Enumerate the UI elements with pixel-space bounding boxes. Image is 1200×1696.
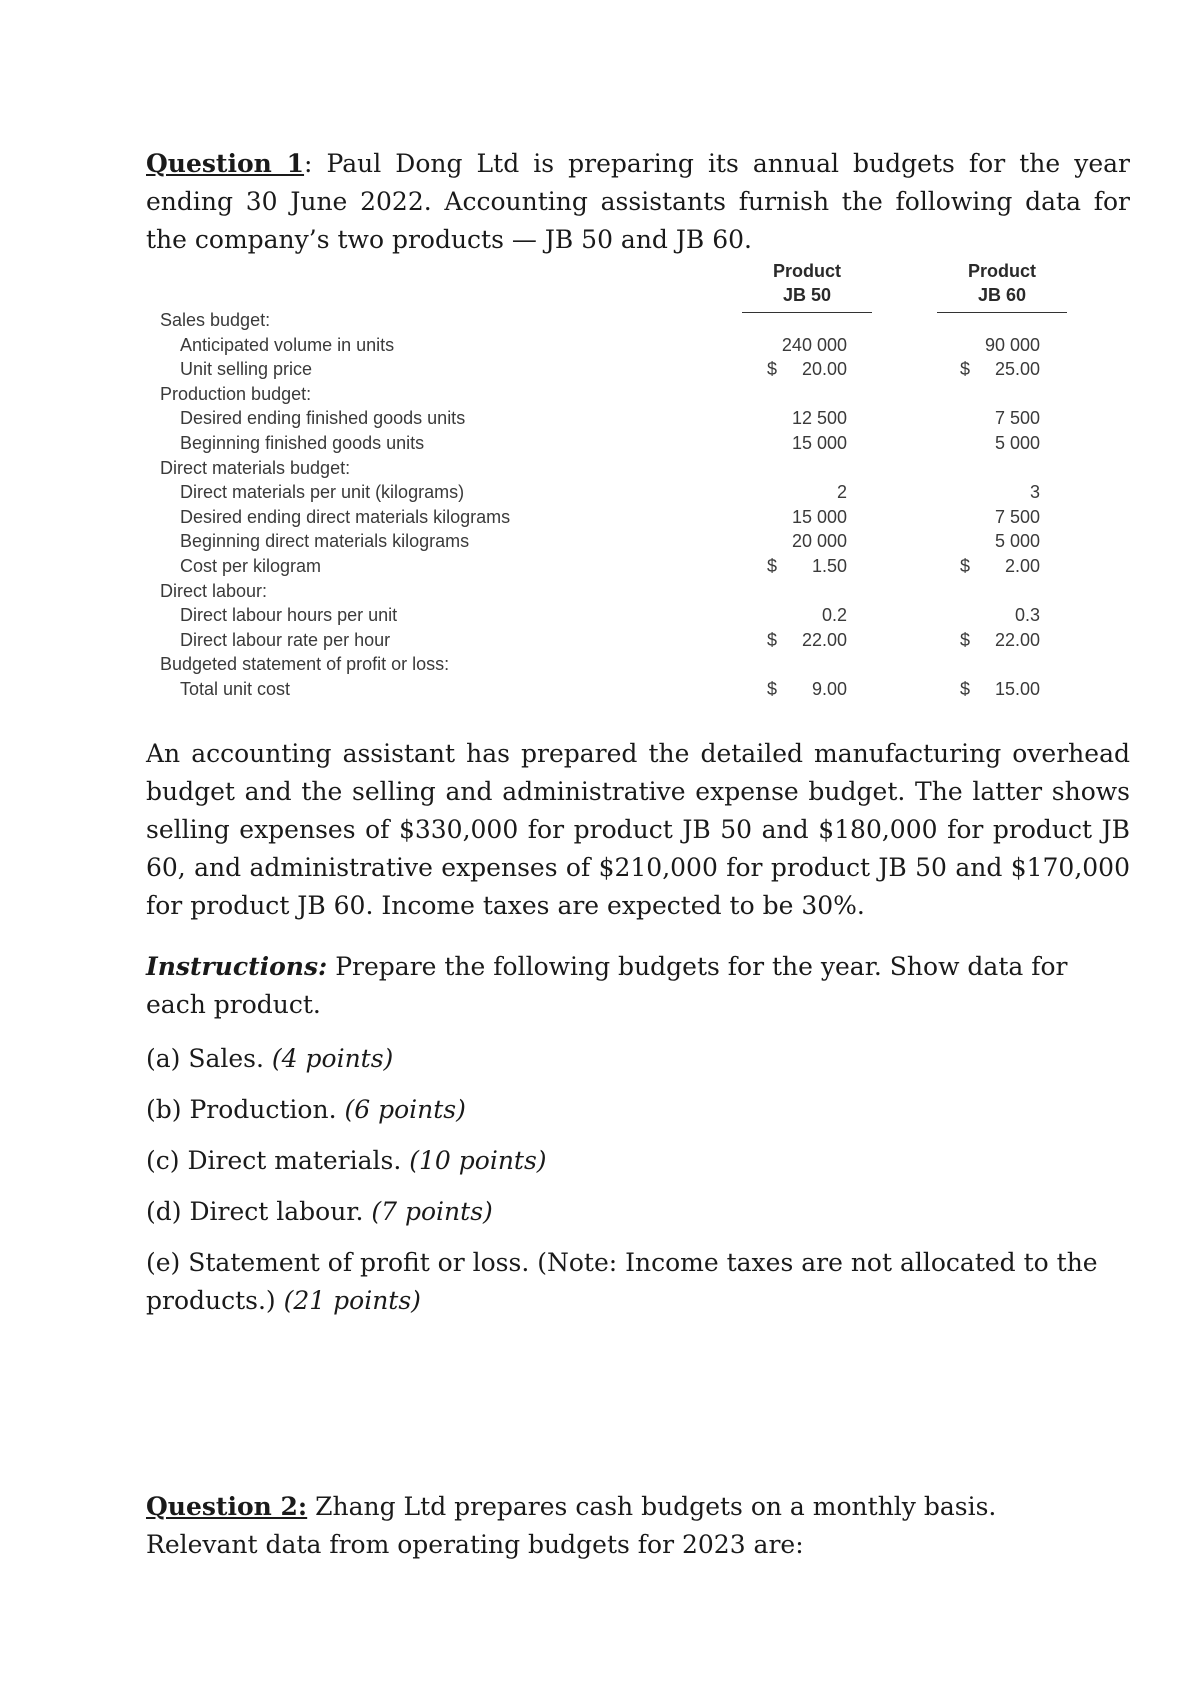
cell-value: 22.00 [994, 629, 1040, 650]
question-1-intro-text: : Paul Dong Ltd is preparing its annual budgets for the year ending 30 June 2022. Accounting assistants furnish the following data for the company’s two products — JB 50 and JB 60. [146, 149, 1130, 254]
row-label: Direct materials per unit (kilograms) [180, 482, 465, 503]
table-row [160, 630, 1060, 654]
currency-symbol: $ [767, 629, 778, 650]
row-label: Direct labour rate per hour [180, 629, 391, 650]
column-header-jb50-line1: Product [772, 261, 841, 281]
row-label: Anticipated volume in units [180, 334, 395, 355]
section-heading: Sales budget: [160, 310, 271, 330]
question-2 [146, 1488, 1076, 1564]
item-c-points: (10 points) [409, 1146, 547, 1175]
cell-value: 25.00 [994, 359, 1040, 380]
item-d [146, 1193, 493, 1231]
row-label: Desired ending finished goods units [180, 408, 466, 429]
currency-symbol: $ [960, 679, 971, 699]
item-a-points: (4 points) [271, 1044, 394, 1073]
instructions-label: Instructions: [146, 952, 328, 981]
cell-value: 7 500 [994, 506, 1040, 527]
table-row [160, 384, 1060, 408]
currency-symbol: $ [767, 359, 778, 380]
table-row [160, 679, 1060, 703]
currency-symbol: $ [960, 629, 971, 650]
table-row [160, 531, 1060, 555]
question-1-body: An accounting assistant has prepared the detailed manufacturing overhead budget and the selling and administrative expense budget. The latter shows selling expenses of $330,000 for product JB 50 and $180,000 for product JB 60, and administrative expenses of $210,000 for product JB 50 and $170,000 for product JB 60. Income taxes are expected to be 30%. [146, 739, 1130, 920]
table-row [160, 556, 1060, 580]
cell-value: 7 500 [994, 408, 1040, 429]
item-b [146, 1091, 466, 1129]
table-row [160, 335, 1060, 359]
section-heading: Direct labour: [160, 580, 268, 601]
currency-symbol: $ [960, 556, 971, 576]
column-header-jb50 [742, 259, 872, 313]
currency-symbol: $ [960, 359, 971, 380]
cell-value: 2 [836, 482, 847, 503]
question-1-label: Question 1 [146, 149, 305, 178]
budget-data-table [160, 262, 1060, 722]
table-row [160, 408, 1060, 432]
section-heading: Budgeted statement of profit or loss: [160, 654, 450, 675]
item-b-text: (b) Production. [146, 1095, 345, 1124]
currency-symbol: $ [767, 679, 778, 699]
table-row [160, 654, 1060, 678]
instructions-text: Prepare the following budgets for the year. Show data for each product. [146, 952, 1068, 1019]
table-row [160, 458, 1060, 482]
cell-value: 3 [1029, 482, 1040, 503]
row-label: Direct labour hours per unit [180, 605, 398, 626]
item-e [146, 1244, 1176, 1320]
cell-value: 90 000 [984, 334, 1040, 355]
row-label: Beginning finished goods units [180, 433, 425, 453]
item-c-text: (c) Direct materials. [146, 1146, 410, 1175]
row-label: Cost per kilogram [180, 556, 322, 576]
item-d-points: (7 points) [371, 1197, 493, 1226]
cell-value: 15 000 [791, 433, 847, 453]
cell-value: 15.00 [994, 679, 1040, 699]
cell-value: 240 000 [781, 334, 847, 355]
cell-value: 9.00 [811, 679, 847, 699]
item-a [146, 1040, 393, 1078]
row-label: Unit selling price [180, 359, 313, 380]
currency-symbol: $ [767, 556, 778, 576]
row-label: Beginning direct materials kilograms [180, 531, 470, 552]
column-header-jb60 [937, 259, 1067, 313]
table-row [160, 482, 1060, 506]
table-row [160, 310, 1060, 334]
cell-value: 5 000 [994, 531, 1040, 552]
cell-value: 0.3 [1014, 605, 1040, 626]
cell-value: 20 000 [791, 531, 847, 552]
item-e-points: (21 points) [283, 1286, 421, 1315]
cell-value: 22.00 [801, 629, 847, 650]
question-2-label: Question 2: [146, 1492, 308, 1521]
cell-value: 5 000 [994, 433, 1040, 453]
item-b-points: (6 points) [344, 1095, 466, 1124]
row-label: Desired ending direct materials kilograms [180, 506, 511, 527]
item-e-text: (e) Statement of profit or loss. (Note: Income taxes are not allocated to the products.) [146, 1248, 1098, 1315]
column-header-jb50-line2: JB 50 [782, 285, 832, 305]
cell-value: 2.00 [1004, 556, 1040, 576]
cell-value: 15 000 [791, 506, 847, 527]
cell-value: 12 500 [791, 408, 847, 429]
question-1-intro [146, 145, 1130, 259]
cell-value: 20.00 [801, 359, 847, 380]
column-header-jb60-line1: Product [967, 261, 1036, 281]
item-d-text: (d) Direct labour. [146, 1197, 372, 1226]
table-row [160, 507, 1060, 531]
table-row [160, 581, 1060, 605]
column-header-jb60-line2: JB 60 [977, 285, 1027, 305]
row-label: Total unit cost [180, 679, 291, 699]
section-heading: Production budget: [160, 383, 312, 404]
section-heading: Direct materials budget: [160, 457, 351, 478]
item-c [146, 1142, 547, 1180]
instructions [146, 948, 1076, 1024]
item-a-text: (a) Sales. [146, 1044, 272, 1073]
table-row [160, 605, 1060, 629]
cell-value: 1.50 [811, 556, 847, 576]
question-2-text: Zhang Ltd prepares cash budgets on a monthly basis. Relevant data from operating budgets for 2023 are: [146, 1492, 997, 1559]
table-row [160, 359, 1060, 383]
cell-value: 0.2 [821, 605, 847, 626]
table-row [160, 433, 1060, 457]
